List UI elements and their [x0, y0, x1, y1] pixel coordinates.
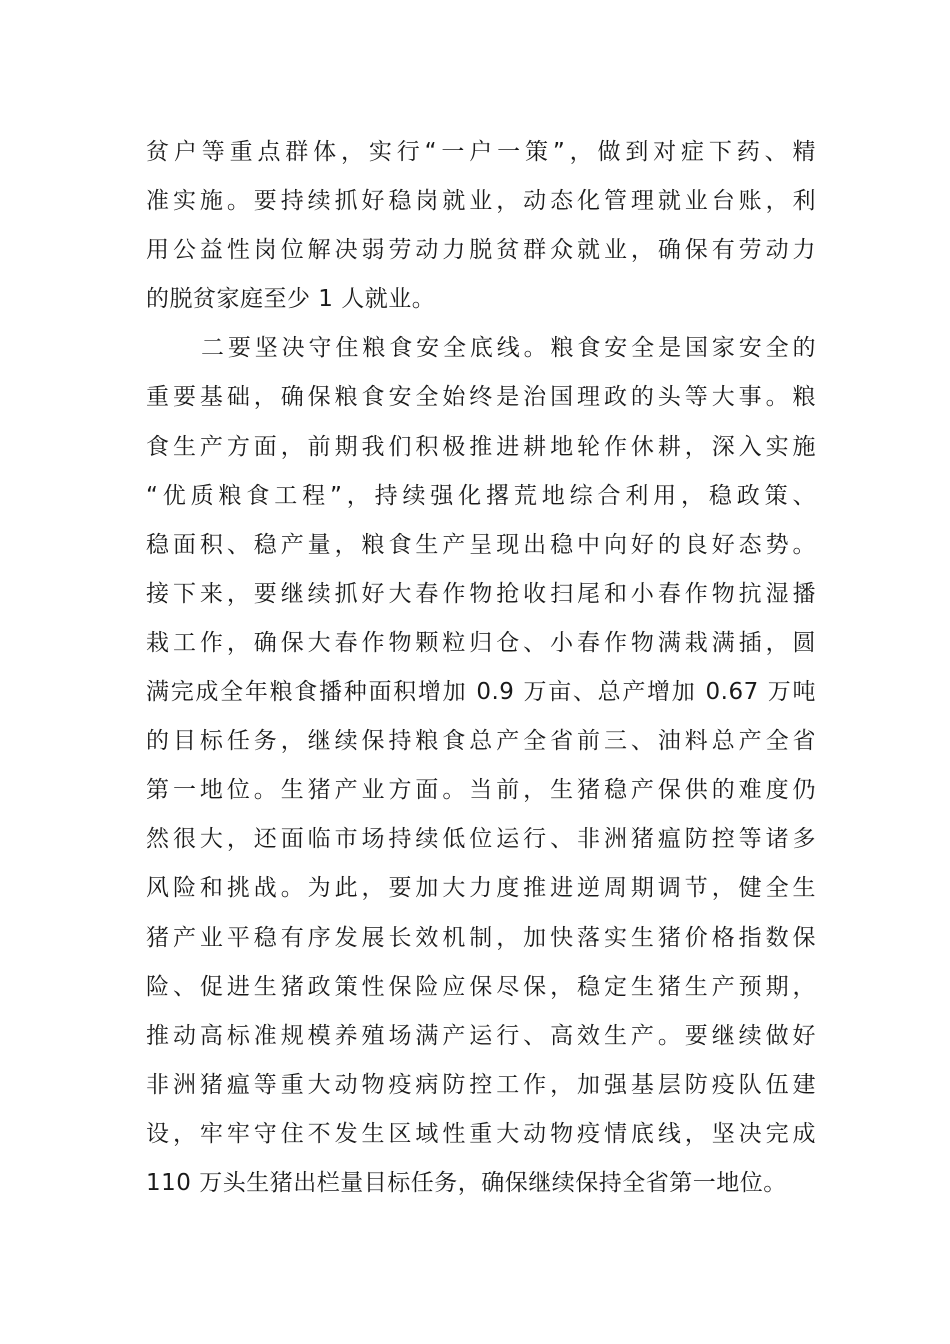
text-line: 第一地位。生猪产业方面。当前，生猪稳产保供的难度仍	[146, 777, 816, 804]
body-text	[146, 128, 816, 1208]
text-line: 贫户等重点群体，实行“一户一策”，做到对症下药、精	[146, 139, 816, 165]
text-line: 满完成全年粮食播种面积增加 0.9 万亩、总产增加 0.67 万吨	[146, 679, 816, 706]
text-line: 接下来，要继续抓好大春作物抢收扫尾和小春作物抗湿播	[146, 580, 816, 607]
text-line: 重要基础，确保粮食安全始终是治国理政的头等大事。粮	[146, 384, 816, 411]
text-line: 设，牢牢守住不发生区域性重大动物疫情底线，坚决完成	[146, 1120, 816, 1147]
text-line: 非洲猪瘟等重大动物疫病防控工作，加强基层防疫队伍建	[146, 1071, 816, 1098]
text-line: 的目标任务，继续保持粮食总产全省前三、油料总产全省	[146, 728, 816, 755]
paragraph-start-line: 二要坚决守住粮食安全底线。粮食安全是国家安全的	[201, 335, 816, 362]
text-line: 准实施。要持续抓好稳岗就业，动态化管理就业台账，利	[146, 188, 816, 215]
text-line: “优质粮食工程”，持续强化撂荒地综合利用，稳政策、	[146, 482, 816, 509]
text-line: 用公益性岗位解决弱劳动力脱贫群众就业，确保有劳动力	[146, 237, 816, 264]
text-line: 险、促进生猪政策性保险应保尽保，稳定生猪生产预期，	[146, 973, 816, 1000]
text-line: 食生产方面，前期我们积极推进耕地轮作休耕，深入实施	[146, 433, 816, 460]
text-line: 推动高标准规模养殖场满产运行、高效生产。要继续做好	[146, 1022, 816, 1049]
text-line: 然很大，还面临市场持续低位运行、非洲猪瘟防控等诸多	[146, 826, 816, 853]
text-line: 的脱贫家庭至少 1 人就业。	[146, 286, 436, 313]
text-line: 猪产业平稳有序发展长效机制，加快落实生猪价格指数保	[146, 924, 816, 951]
text-line: 风险和挑战。为此，要加大力度推进逆周期调节，健全生	[146, 875, 816, 902]
text-line: 110 万头生猪出栏量目标任务，确保继续保持全省第一地位。	[146, 1169, 787, 1196]
text-line: 栽工作，确保大春作物颗粒归仓、小春作物满栽满插，圆	[146, 629, 816, 656]
text-line: 稳面积、稳产量，粮食生产呈现出稳中向好的良好态势。	[146, 531, 816, 558]
